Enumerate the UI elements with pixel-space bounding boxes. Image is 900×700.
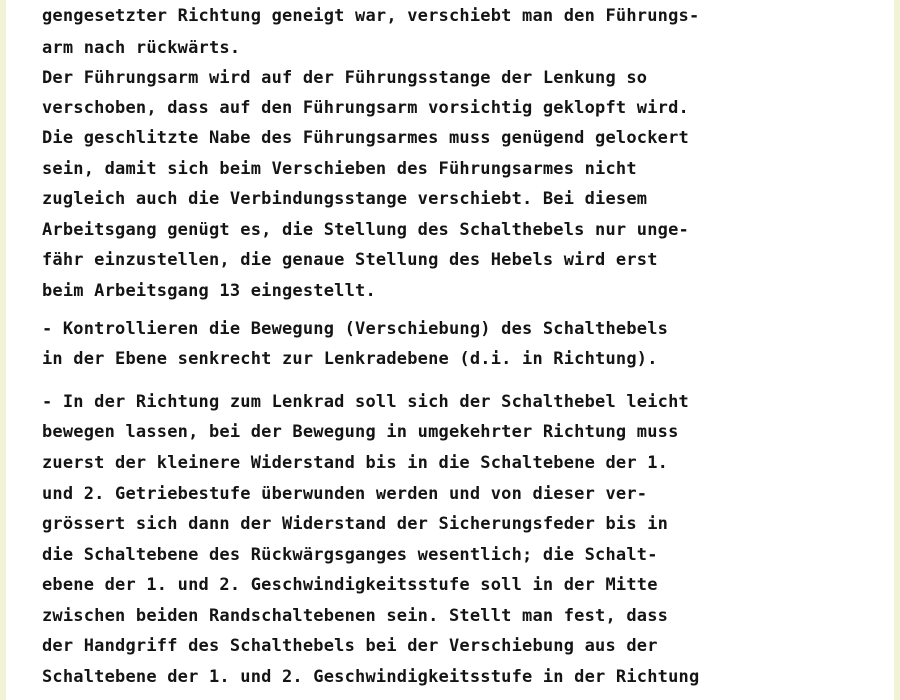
text-line-21: der Handgriff des Schalthebels bei der Verschiebung aus der — [42, 636, 658, 656]
text-line-16: und 2. Getriebestufe überwunden werden und von dieser ver- — [42, 484, 648, 504]
text-line-12: in der Ebene senkrecht zur Lenkradebene (d.i. in Richtung). — [42, 349, 658, 369]
text-line-4: verschoben, dass auf den Führungsarm vorsichtig geklopft wird. — [42, 98, 689, 118]
text-line-5: Die geschlitzte Nabe des Führungsarmes muss genügend gelockert — [42, 128, 689, 148]
text-line-3: Der Führungsarm wird auf der Führungsstange der Lenkung so — [42, 68, 648, 88]
text-line-1: gengesetzter Richtung geneigt war, verschiebt man den Führungs- — [42, 6, 700, 26]
text-line-6: sein, damit sich beim Verschieben des Führungsarmes nicht — [42, 159, 637, 179]
text-line-13: - In der Richtung zum Lenkrad soll sich der Schalthebel leicht — [42, 392, 689, 412]
text-line-11: - Kontrollieren die Bewegung (Verschiebung) des Schalthebels — [42, 319, 669, 339]
text-line-2: arm nach rückwärts. — [42, 38, 241, 58]
document-page — [6, 0, 894, 700]
text-line-14: bewegen lassen, bei der Bewegung in umgekehrter Richtung muss — [42, 422, 679, 442]
text-line-18: die Schaltebene des Rückwärgsganges wesentlich; die Schalt- — [42, 545, 658, 565]
text-line-20: zwischen beiden Randschaltebenen sein. Stellt man fest, dass — [42, 606, 669, 626]
text-line-19: ebene der 1. und 2. Geschwindigkeitsstufe soll in der Mitte — [42, 575, 658, 595]
text-line-8: Arbeitsgang genügt es, die Stellung des Schalthebels nur unge- — [42, 220, 689, 240]
text-line-17: grössert sich dann der Widerstand der Sicherungsfeder bis in — [42, 514, 669, 534]
text-line-10: beim Arbeitsgang 13 eingestellt. — [42, 281, 376, 301]
text-line-15: zuerst der kleinere Widerstand bis in die Schaltebene der 1. — [42, 453, 669, 473]
text-line-9: fähr einzustellen, die genaue Stellung des Hebels wird erst — [42, 250, 658, 270]
text-line-22: Schaltebene der 1. und 2. Geschwindigkeitsstufe in der Richtung — [42, 667, 700, 687]
text-line-7: zugleich auch die Verbindungsstange verschiebt. Bei diesem — [42, 189, 648, 209]
